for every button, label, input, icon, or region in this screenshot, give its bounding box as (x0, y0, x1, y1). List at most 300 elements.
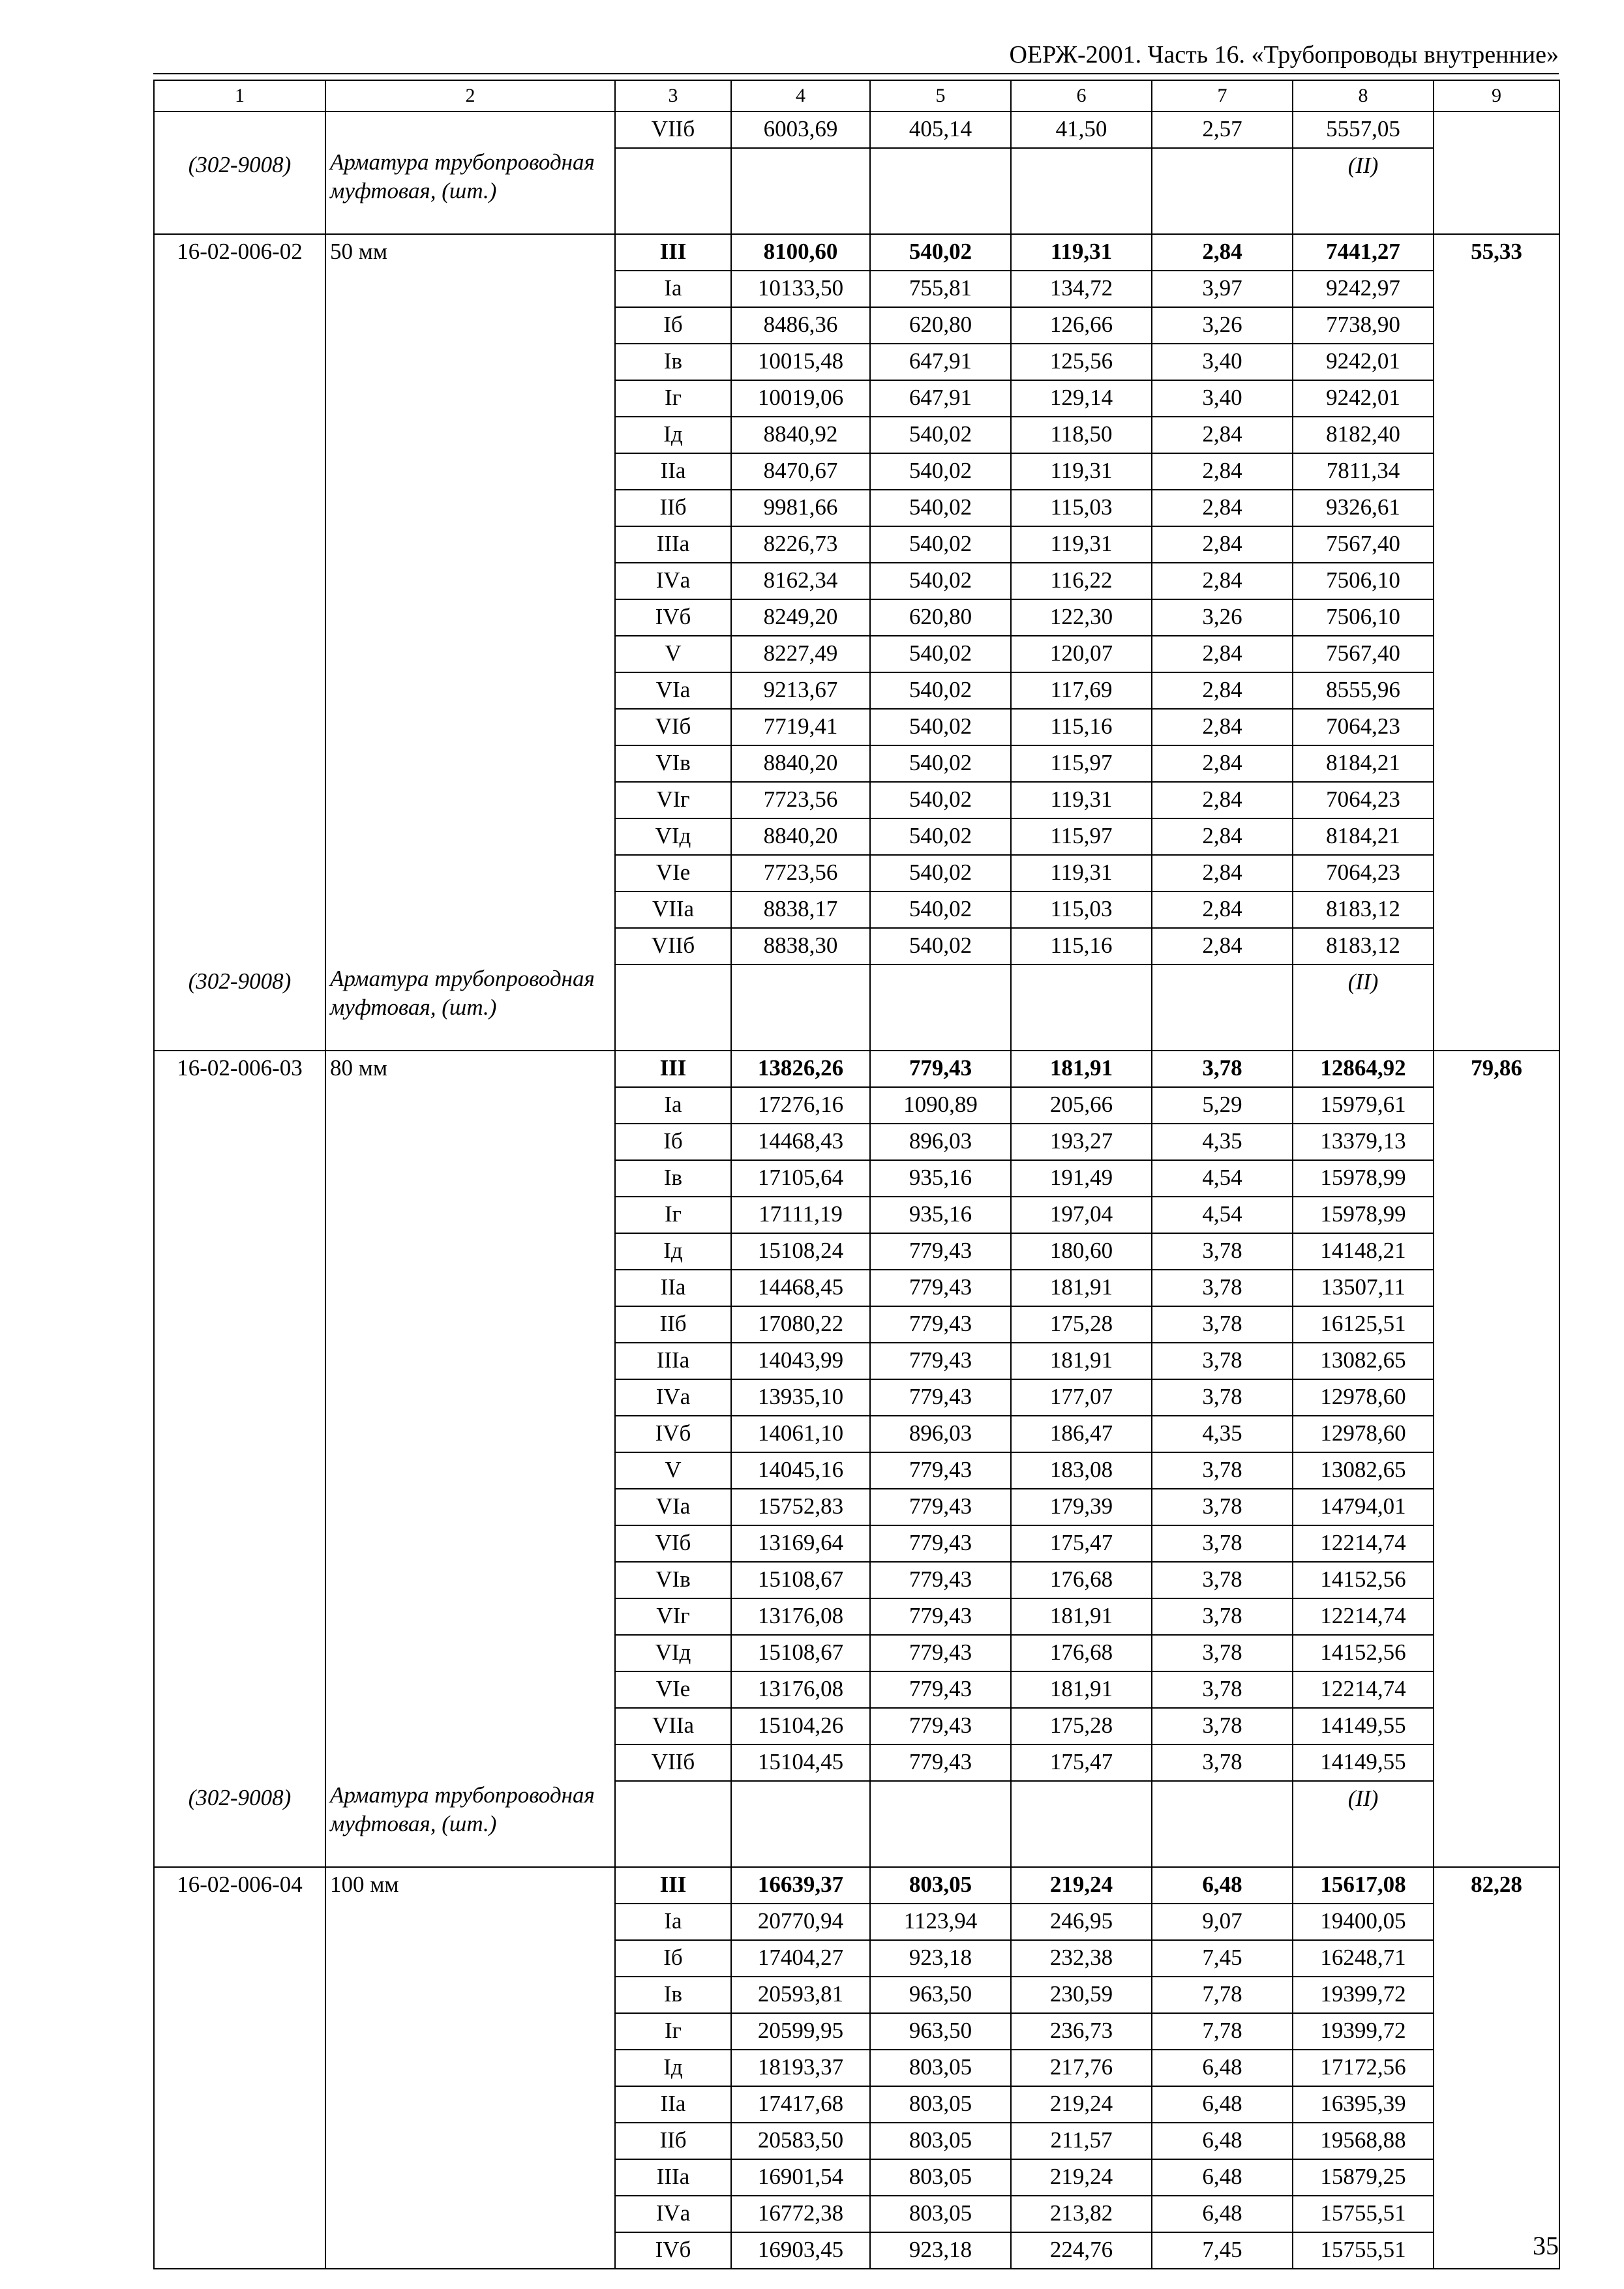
materials-cell: 19400,05 (1293, 1904, 1434, 1940)
rate-name-cell (325, 745, 615, 782)
total-cost-cell: 17080,22 (731, 1306, 870, 1343)
machines-cell: 179,39 (1011, 1489, 1152, 1525)
rate-name-cell (325, 1197, 615, 1233)
zone-cell: Iд (615, 1233, 731, 1270)
machines-cell: 177,07 (1011, 1379, 1152, 1416)
zone-cell: IVб (615, 2232, 731, 2269)
table-row (154, 782, 1559, 818)
rate-name-cell (325, 526, 615, 563)
materials-cell: 8184,21 (1293, 745, 1434, 782)
zone-cell: VIв (615, 1562, 731, 1598)
driver-wages-cell: 3,78 (1152, 1343, 1293, 1379)
zone-cell (615, 965, 731, 1051)
table-row (154, 1087, 1559, 1124)
labor-cell (1434, 1270, 1559, 1306)
driver-wages-cell: 4,35 (1152, 1416, 1293, 1452)
total-cost-cell: 8840,20 (731, 745, 870, 782)
wages-cell: 540,02 (870, 855, 1011, 891)
driver-wages-cell: 3,78 (1152, 1489, 1293, 1525)
total-cost-cell: 7723,56 (731, 855, 870, 891)
labor-cell (1434, 1940, 1559, 1977)
wages-cell: 779,43 (870, 1233, 1011, 1270)
rate-name-cell (325, 928, 615, 965)
total-cost-cell: 8162,34 (731, 563, 870, 599)
rate-name-cell (325, 2013, 615, 2050)
total-cost-cell: 13176,08 (731, 1598, 870, 1635)
table-row (154, 1379, 1559, 1416)
materials-cell: 8555,96 (1293, 672, 1434, 709)
rate-name-cell (325, 1489, 615, 1525)
labor-cell (1434, 891, 1559, 928)
rate-name-cell: 50 мм (325, 234, 615, 271)
machines-cell: 134,72 (1011, 271, 1152, 307)
wages-cell: 779,43 (870, 1452, 1011, 1489)
driver-wages-cell: 2,84 (1152, 490, 1293, 526)
driver-wages-cell: 3,26 (1152, 307, 1293, 344)
materials-cell: 7064,23 (1293, 782, 1434, 818)
total-cost-cell: 16903,45 (731, 2232, 870, 2269)
total-cost-cell: 15108,67 (731, 1635, 870, 1671)
labor-cell (1434, 1416, 1559, 1452)
rate-code-cell (154, 490, 325, 526)
rate-code-cell (154, 344, 325, 380)
total-cost-cell: 8100,60 (731, 234, 870, 271)
labor-cell (1434, 1708, 1559, 1744)
driver-wages-cell: 3,78 (1152, 1525, 1293, 1562)
wages-cell: 647,91 (870, 344, 1011, 380)
rate-code-cell (154, 2123, 325, 2159)
labor-cell (1434, 1781, 1559, 1867)
total-cost-cell: 20599,95 (731, 2013, 870, 2050)
labor-cell (1434, 148, 1559, 234)
column-number: 3 (615, 80, 731, 112)
zone-cell: VIа (615, 1489, 731, 1525)
wages-cell: 540,02 (870, 818, 1011, 855)
zone-cell: IVа (615, 563, 731, 599)
table-row (154, 453, 1559, 490)
zone-cell: VIг (615, 1598, 731, 1635)
zone-cell: IIIа (615, 1343, 731, 1379)
zone-cell: VIIб (615, 928, 731, 965)
materials-cell: 15755,51 (1293, 2196, 1434, 2232)
materials-cell: 15755,51 (1293, 2232, 1434, 2269)
machines-cell: 186,47 (1011, 1416, 1152, 1452)
rate-code-cell (154, 2013, 325, 2050)
zone-cell: VIб (615, 709, 731, 745)
table-row (154, 1343, 1559, 1379)
machines-cell (1011, 1781, 1152, 1867)
driver-wages-cell: 6,48 (1152, 2086, 1293, 2123)
machines-cell: 176,68 (1011, 1635, 1152, 1671)
zone-cell: Iв (615, 344, 731, 380)
materials-cell: 15617,08 (1293, 1867, 1434, 1904)
zone-cell: Iв (615, 1160, 731, 1197)
materials-cell: 19399,72 (1293, 2013, 1434, 2050)
zone-cell: IVб (615, 1416, 731, 1452)
labor-cell (1434, 1562, 1559, 1598)
wages-cell: 540,02 (870, 234, 1011, 271)
rate-code-cell (154, 1744, 325, 1781)
machines-cell: 211,57 (1011, 2123, 1152, 2159)
materials-cell: 9326,61 (1293, 490, 1434, 526)
materials-cell: 7506,10 (1293, 599, 1434, 636)
machines-cell: 115,16 (1011, 709, 1152, 745)
driver-wages-cell: 3,78 (1152, 1635, 1293, 1671)
rate-code-cell (154, 1343, 325, 1379)
zone-cell: V (615, 636, 731, 672)
rate-code-cell (154, 599, 325, 636)
wages-cell: 779,43 (870, 1379, 1011, 1416)
driver-wages-cell: 5,29 (1152, 1087, 1293, 1124)
total-cost-cell (731, 148, 870, 234)
zone-cell: III (615, 1051, 731, 1087)
machines-cell: 236,73 (1011, 2013, 1152, 2050)
driver-wages-cell (1152, 148, 1293, 234)
rate-code-cell: 16-02-006-02 (154, 234, 325, 271)
total-cost-cell: 16639,37 (731, 1867, 870, 1904)
machines-cell: 181,91 (1011, 1671, 1152, 1708)
materials-cell: 5557,05 (1293, 112, 1434, 148)
machines-cell: 122,30 (1011, 599, 1152, 636)
rate-code-cell (154, 1525, 325, 1562)
driver-wages-cell: 7,78 (1152, 2013, 1293, 2050)
total-cost-cell (731, 965, 870, 1051)
rate-name-cell (325, 1977, 615, 2013)
labor-cell (1434, 417, 1559, 453)
total-cost-cell: 14061,10 (731, 1416, 870, 1452)
total-cost-cell: 20593,81 (731, 1977, 870, 2013)
driver-wages-cell: 3,40 (1152, 380, 1293, 417)
table-row (154, 490, 1559, 526)
resource-code: (302-9008) (188, 968, 292, 994)
driver-wages-cell: 3,97 (1152, 271, 1293, 307)
materials-cell: 12214,74 (1293, 1525, 1434, 1562)
wages-cell (870, 965, 1011, 1051)
driver-wages-cell: 2,84 (1152, 453, 1293, 490)
rate-code-cell: 16-02-006-04 (154, 1867, 325, 1904)
total-cost-cell: 8227,49 (731, 636, 870, 672)
table-row (154, 526, 1559, 563)
zone-cell: IIа (615, 2086, 731, 2123)
wages-cell: 540,02 (870, 490, 1011, 526)
table-row (154, 2159, 1559, 2196)
wages-cell: 935,16 (870, 1197, 1011, 1233)
total-cost-cell: 13826,26 (731, 1051, 870, 1087)
zone-cell: IVа (615, 2196, 731, 2232)
rate-name-cell (325, 1306, 615, 1343)
rate-name-cell (325, 1270, 615, 1306)
note-cell (325, 965, 615, 1051)
rate-name-cell (325, 818, 615, 855)
table-row (154, 1671, 1559, 1708)
rate-name-cell (325, 2159, 615, 2196)
materials-cell: 7064,23 (1293, 709, 1434, 745)
zone-cell: VIIб (615, 112, 731, 148)
total-cost-cell (731, 1781, 870, 1867)
wages-cell: 803,05 (870, 2050, 1011, 2086)
zone-cell: IIа (615, 1270, 731, 1306)
table-row (154, 563, 1559, 599)
rate-code-cell (154, 709, 325, 745)
machines-cell: 119,31 (1011, 453, 1152, 490)
rate-code-cell (154, 271, 325, 307)
labor-cell (1434, 453, 1559, 490)
driver-wages-cell: 3,78 (1152, 1598, 1293, 1635)
driver-wages-cell: 2,84 (1152, 563, 1293, 599)
materials-cell: 8183,12 (1293, 891, 1434, 928)
column-number: 6 (1011, 80, 1152, 112)
table-row (154, 1489, 1559, 1525)
table-row (154, 672, 1559, 709)
rate-name-cell (325, 709, 615, 745)
rate-name-cell (325, 2123, 615, 2159)
materials-cell: 12978,60 (1293, 1379, 1434, 1416)
rate-code-cell (154, 2050, 325, 2086)
labor-cell (1434, 928, 1559, 965)
total-cost-cell: 16772,38 (731, 2196, 870, 2232)
table-row (154, 344, 1559, 380)
rate-code-cell (154, 1562, 325, 1598)
resource-class: (II) (1347, 1786, 1379, 1811)
machines-cell: 119,31 (1011, 855, 1152, 891)
machines-cell: 219,24 (1011, 2086, 1152, 2123)
machines-cell: 115,03 (1011, 490, 1152, 526)
rate-name-cell (325, 855, 615, 891)
table-row (154, 2232, 1559, 2269)
driver-wages-cell: 9,07 (1152, 1904, 1293, 1940)
total-cost-cell: 8470,67 (731, 453, 870, 490)
materials-cell: 15879,25 (1293, 2159, 1434, 2196)
column-number-row (154, 80, 1559, 112)
table-row (154, 2086, 1559, 2123)
wages-cell: 540,02 (870, 782, 1011, 818)
materials-cell: 14148,21 (1293, 1233, 1434, 1270)
page-number: 35 (1533, 2231, 1559, 2260)
total-cost-cell: 13169,64 (731, 1525, 870, 1562)
total-cost-cell: 10133,50 (731, 271, 870, 307)
zone-cell: VIе (615, 1671, 731, 1708)
driver-wages-cell: 2,84 (1152, 636, 1293, 672)
machines-cell: 230,59 (1011, 1977, 1152, 2013)
note-cell (154, 1781, 325, 1867)
table-row (154, 112, 1559, 148)
rate-name-cell (325, 1525, 615, 1562)
labor-cell (1434, 782, 1559, 818)
wages-cell: 779,43 (870, 1343, 1011, 1379)
labor-cell (1434, 563, 1559, 599)
labor-cell (1434, 599, 1559, 636)
materials-cell: 7567,40 (1293, 526, 1434, 563)
total-cost-cell: 7723,56 (731, 782, 870, 818)
machines-cell: 115,97 (1011, 818, 1152, 855)
labor-cell (1434, 709, 1559, 745)
zone-cell: VIв (615, 745, 731, 782)
driver-wages-cell: 7,78 (1152, 1977, 1293, 2013)
machines-cell: 120,07 (1011, 636, 1152, 672)
table-row (154, 1416, 1559, 1452)
rate-code-cell (154, 1233, 325, 1270)
total-cost-cell: 17404,27 (731, 1940, 870, 1977)
total-cost-cell: 20770,94 (731, 1904, 870, 1940)
table-row (154, 1940, 1559, 1977)
driver-wages-cell: 2,84 (1152, 672, 1293, 709)
table-row (154, 1744, 1559, 1781)
rate-name-cell: 80 мм (325, 1051, 615, 1087)
rate-name-cell (325, 344, 615, 380)
zone-cell: IIIа (615, 2159, 731, 2196)
total-cost-cell: 9213,67 (731, 672, 870, 709)
rate-code-cell (154, 928, 325, 965)
machines-cell: 193,27 (1011, 1124, 1152, 1160)
rate-name-cell (325, 2050, 615, 2086)
labor-cell (1434, 1489, 1559, 1525)
machines-cell: 115,03 (1011, 891, 1152, 928)
driver-wages-cell: 2,84 (1152, 818, 1293, 855)
machines-cell: 181,91 (1011, 1343, 1152, 1379)
zone-cell: IIа (615, 453, 731, 490)
driver-wages-cell: 4,35 (1152, 1124, 1293, 1160)
machines-cell: 125,56 (1011, 344, 1152, 380)
rate-code-cell (154, 2196, 325, 2232)
total-cost-cell: 15108,24 (731, 1233, 870, 1270)
rate-name-cell (325, 1233, 615, 1270)
note-cell (325, 1781, 615, 1867)
wages-cell: 540,02 (870, 636, 1011, 672)
machines-cell: 191,49 (1011, 1160, 1152, 1197)
labor-cell (1434, 1379, 1559, 1416)
labor-cell (1434, 2086, 1559, 2123)
rate-group-row (154, 234, 1559, 271)
wages-cell: 779,43 (870, 1744, 1011, 1781)
driver-wages-cell: 6,48 (1152, 2159, 1293, 2196)
driver-wages-cell: 6,48 (1152, 2050, 1293, 2086)
wages-cell: 963,50 (870, 2013, 1011, 2050)
machines-cell (1011, 965, 1152, 1051)
page-header: ОЕРЖ-2001. Часть 16. «Трубопроводы внутренние» (1009, 41, 1559, 68)
rate-name-cell (325, 1744, 615, 1781)
rate-name-cell (325, 380, 615, 417)
rate-code-cell (154, 2086, 325, 2123)
driver-wages-cell: 3,78 (1152, 1671, 1293, 1708)
driver-wages-cell (1152, 965, 1293, 1051)
driver-wages-cell: 7,45 (1152, 2232, 1293, 2269)
machines-cell: 175,28 (1011, 1306, 1152, 1343)
wages-cell: 647,91 (870, 380, 1011, 417)
total-cost-cell: 8840,92 (731, 417, 870, 453)
machines-cell: 115,97 (1011, 745, 1152, 782)
materials-cell: 19399,72 (1293, 1977, 1434, 2013)
rate-code-cell (154, 1379, 325, 1416)
rate-name-cell (325, 891, 615, 928)
labor-cell (1434, 307, 1559, 344)
materials-cell: 15979,61 (1293, 1087, 1434, 1124)
wages-cell: 779,43 (870, 1635, 1011, 1671)
note-cell (1293, 148, 1434, 234)
labor-cell (1434, 1635, 1559, 1671)
materials-cell: 7064,23 (1293, 855, 1434, 891)
labor-cell (1434, 2050, 1559, 2086)
wages-cell: 540,02 (870, 563, 1011, 599)
rate-code-cell (154, 1977, 325, 2013)
labor-cell: 82,28 (1434, 1867, 1559, 1904)
zone-cell: VIд (615, 1635, 731, 1671)
wages-cell: 779,43 (870, 1306, 1011, 1343)
wages-cell (870, 148, 1011, 234)
labor-cell (1434, 2196, 1559, 2232)
labor-cell (1434, 112, 1559, 148)
wages-cell: 779,43 (870, 1562, 1011, 1598)
table-row (154, 855, 1559, 891)
resource-name: Арматура трубопроводная муфтовая, (шт.) (330, 966, 595, 1020)
table-row (154, 709, 1559, 745)
column-number: 4 (731, 80, 870, 112)
materials-cell: 12214,74 (1293, 1671, 1434, 1708)
column-number: 9 (1434, 80, 1559, 112)
total-cost-cell: 14468,43 (731, 1124, 870, 1160)
labor-cell (1434, 1197, 1559, 1233)
total-cost-cell: 16901,54 (731, 2159, 870, 2196)
resource-name: Арматура трубопроводная муфтовая, (шт.) (330, 1782, 595, 1836)
machines-cell (1011, 148, 1152, 234)
wages-cell: 620,80 (870, 307, 1011, 344)
zone-cell: VIе (615, 855, 731, 891)
zone-cell: IIб (615, 2123, 731, 2159)
wages-cell: 779,43 (870, 1489, 1011, 1525)
labor-cell (1434, 2013, 1559, 2050)
material-note-row (154, 1781, 1559, 1867)
materials-cell: 14149,55 (1293, 1744, 1434, 1781)
machines-cell: 118,50 (1011, 417, 1152, 453)
total-cost-cell: 8249,20 (731, 599, 870, 636)
rate-code-cell (154, 1708, 325, 1744)
rate-code-cell (154, 1489, 325, 1525)
table-row (154, 271, 1559, 307)
driver-wages-cell: 3,78 (1152, 1562, 1293, 1598)
labor-cell (1434, 2159, 1559, 2196)
zone-cell: V (615, 1452, 731, 1489)
labor-cell (1434, 2123, 1559, 2159)
labor-cell (1434, 745, 1559, 782)
total-cost-cell: 8838,30 (731, 928, 870, 965)
table-row (154, 2123, 1559, 2159)
zone-cell: IIIа (615, 526, 731, 563)
machines-cell: 119,31 (1011, 526, 1152, 563)
machines-cell: 197,04 (1011, 1197, 1152, 1233)
machines-cell: 129,14 (1011, 380, 1152, 417)
machines-cell: 181,91 (1011, 1051, 1152, 1087)
resource-class: (II) (1347, 153, 1379, 178)
driver-wages-cell: 2,84 (1152, 709, 1293, 745)
driver-wages-cell: 2,84 (1152, 745, 1293, 782)
materials-cell: 12864,92 (1293, 1051, 1434, 1087)
materials-cell: 13082,65 (1293, 1343, 1434, 1379)
rate-name-cell (325, 563, 615, 599)
wages-cell: 540,02 (870, 709, 1011, 745)
driver-wages-cell: 2,84 (1152, 855, 1293, 891)
driver-wages-cell: 6,48 (1152, 2123, 1293, 2159)
machines-cell: 224,76 (1011, 2232, 1152, 2269)
zone-cell: VIIб (615, 1744, 731, 1781)
machines-cell: 119,31 (1011, 234, 1152, 271)
zone-cell: IVб (615, 599, 731, 636)
materials-cell: 9242,01 (1293, 380, 1434, 417)
machines-cell: 219,24 (1011, 2159, 1152, 2196)
driver-wages-cell: 3,78 (1152, 1270, 1293, 1306)
wages-cell: 540,02 (870, 891, 1011, 928)
table-row (154, 1904, 1559, 1940)
labor-cell (1434, 1306, 1559, 1343)
total-cost-cell: 8840,20 (731, 818, 870, 855)
